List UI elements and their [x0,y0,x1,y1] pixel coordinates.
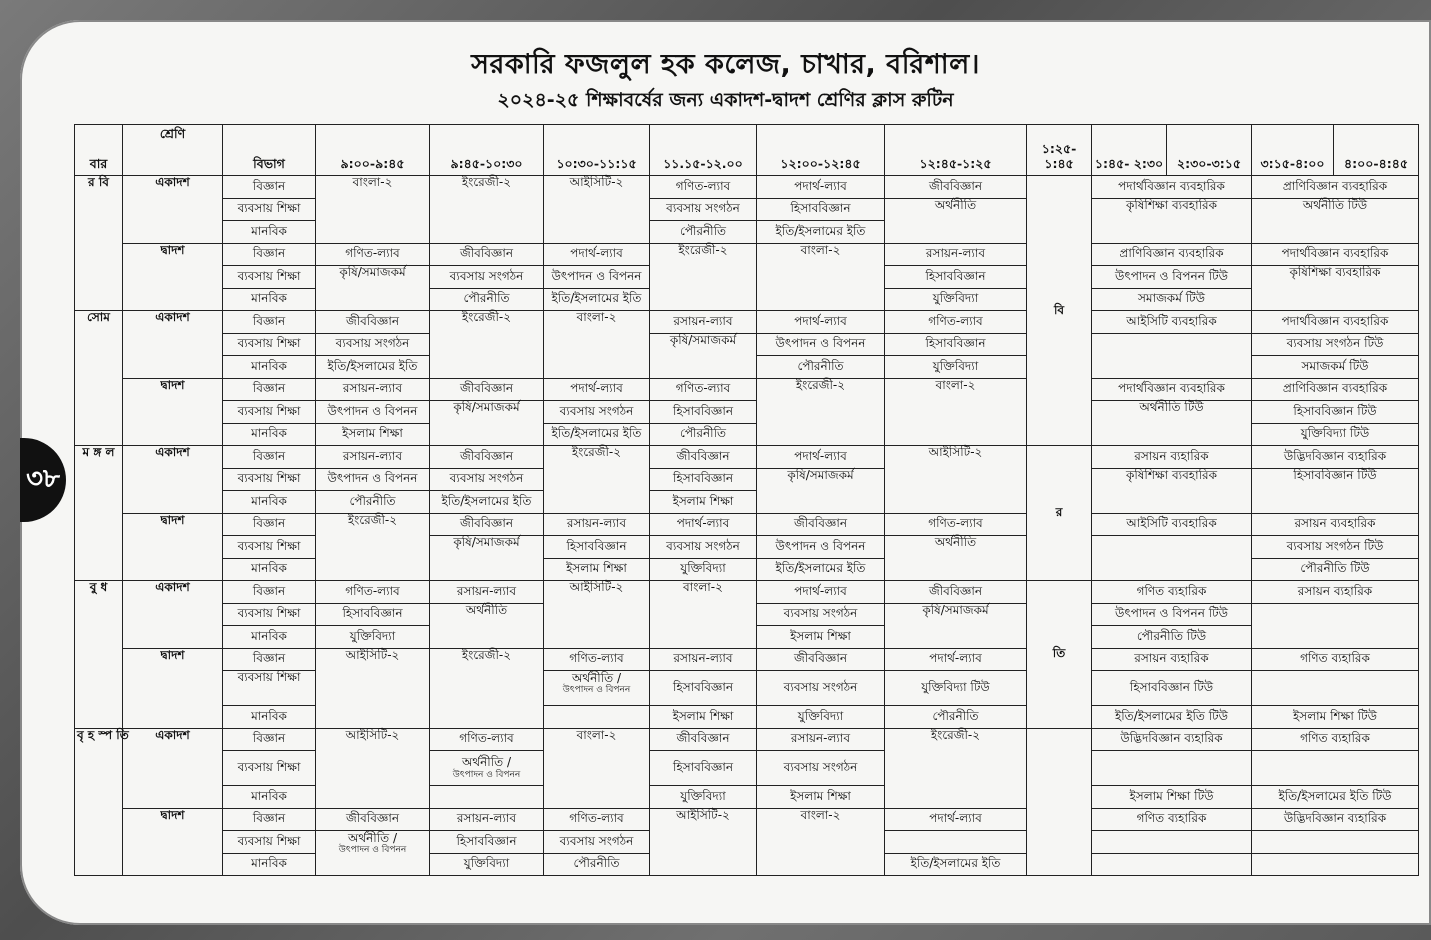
cell: যুক্তিবিদ্যা [316,626,430,649]
cell [1252,603,1419,648]
cell: ব্যবসায় সংগঠন [757,603,885,626]
cell: জীববিজ্ঞান [757,513,885,536]
break-label-1: বি [1027,176,1092,446]
table-row [75,243,1419,266]
cell: প্রাণিবিজ্ঞান ব্যবহারিক [1092,243,1252,266]
col-period-7: ১:৪৫- ২:৩০ [1092,125,1167,176]
cell: জীববিজ্ঞান [885,176,1027,199]
dept-business: ব্যবসায় শিক্ষা [223,266,316,289]
dept-humanities: মানবিক [223,491,316,514]
page-header [20,20,1431,138]
cell: গণিত ব্যহারিক [1092,581,1252,604]
cell: ব্যবসায় সংগঠন [544,401,650,424]
cell: ইতি/ইসলামের ইতি [316,356,430,379]
cell: ইসলাম শিক্ষা টিউ [1252,706,1419,729]
cell: গণিত-ল্যাব [316,243,430,266]
dept-humanities: মানবিক [223,853,316,876]
cell: হিসাববিজ্ঞান [650,671,757,706]
cell: যুক্তিবিদ্যা [885,356,1027,379]
cell: প্রাণিবিজ্ঞান ব্যবহারিক [1252,378,1419,401]
cell: কৃষি/সমাজকর্ম [316,266,430,311]
cell: পৌরনীতি [885,706,1027,729]
cell: উৎপাদন ও বিপনন টিউ [1092,603,1252,626]
cell: ইংরেজী-২ [757,378,885,446]
cell: হিসাববিজ্ঞান [650,751,757,786]
class-routine-table [74,124,1419,876]
cell: ইসলাম শিক্ষা [757,626,885,649]
dept-science: বিজ্ঞান [223,648,316,671]
cell: আইসিটি-২ [316,648,430,728]
day-sunday: র বি [75,176,123,311]
table-row [75,333,1419,356]
cell: হিসাববিজ্ঞান [650,468,757,491]
cell: পৌরনীতি [650,221,757,244]
cell: যুক্তিবিদ্যা [650,558,757,581]
col-break: ১:২৫- ১:৪৫ [1027,125,1092,176]
cell: হিসাববিজ্ঞান [885,266,1027,289]
cell: ব্যবসায় সংগঠন [430,468,544,491]
cell: জীববিজ্ঞান [885,581,1027,604]
table-row [75,468,1419,491]
dept-science: বিজ্ঞান [223,581,316,604]
cell-line: অর্থনীতি / [347,831,398,845]
table-row [75,378,1419,401]
cell: যুক্তিবিদ্যা টিউ [885,671,1027,706]
dept-humanities: মানবিক [223,706,316,729]
cell: গণিত-ল্যাব [544,808,650,831]
class-xii: দ্বাদশ [123,808,223,876]
cell: সমাজকর্ম টিউ [1092,288,1252,311]
cell: বাংলা-২ [316,176,430,244]
dept-humanities: মানবিক [223,626,316,649]
dept-science: বিজ্ঞান [223,808,316,831]
cell: উৎপাদন ও বিপনন [757,333,885,356]
cell: জীববিজ্ঞান [430,513,544,536]
cell: বাংলা-২ [544,728,650,808]
cell: ইসলাম শিক্ষা [650,491,757,514]
cell: পৌরনীতি [316,491,430,514]
cell: গণিত ব্যহারিক [1092,808,1252,831]
cell: ব্যবসায় সংগঠন টিউ [1252,333,1419,356]
table-row [75,706,1419,729]
dept-business: ব্যবসায় শিক্ষা [223,401,316,424]
cell: অর্থনীতি টিউ [1252,198,1419,243]
cell [1092,853,1252,876]
table-row [75,671,1419,706]
cell [1092,333,1252,378]
cell-line: উৎপাদন ও বিপনন [452,769,521,780]
cell: উদ্ভিদবিজ্ঞান ব্যহারিক [1252,808,1419,831]
col-period-4: ১১.১৫-১২.০০ [650,125,757,176]
cell: হিসাববিজ্ঞান [885,333,1027,356]
dept-science: বিজ্ঞান [223,176,316,199]
cell: ব্যবসায় সংগঠন [650,536,757,559]
col-period-6: ১২:৪৫-১:২৫ [885,125,1027,176]
cell: রসায়ন ব্যবহারিক [1252,513,1419,536]
cell: যুক্তিবিদ্যা [885,288,1027,311]
cell: বাংলা-২ [650,581,757,649]
cell: কৃষি/সমাজকর্ম [885,603,1027,648]
cell [430,751,544,786]
col-day: বার [75,125,123,176]
cell: ইংরেজী-২ [316,513,430,581]
cell: উদ্ভিদবিজ্ঞান ব্যহারিক [1092,728,1252,751]
cell: জীববিজ্ঞান [430,378,544,401]
cell: পদার্থ-ল্যাব [757,446,885,469]
cell: যুক্তিবিদ্যা [430,853,544,876]
table-row [75,728,1419,751]
table-row [75,536,1419,559]
cell: রসায়ন-ল্যাব [650,648,757,671]
table-row [75,446,1419,469]
cell: পৌরনীতি [650,423,757,446]
cell [1252,831,1419,854]
cell [544,671,650,706]
cell: ইংরেজী-২ [430,311,544,379]
cell: ইসলাম শিক্ষা [757,786,885,809]
cell: কৃষিশিক্ষা ব্যবহারিক [1252,266,1419,311]
cell: ইংরেজী-২ [430,648,544,728]
cell [1252,751,1419,786]
cell: রসায়ন ব্যহারিক [1092,446,1252,469]
cell: পদার্থ-ল্যাব [757,176,885,199]
routine-subtitle: ২০২৪-২৫ শিক্ষাবর্ষের জন্য একাদশ-দ্বাদশ শ্রেণির ক্লাস রুটিন [497,89,954,111]
cell: আইসিটি-২ [885,446,1027,514]
cell: আইসিটি-২ [544,176,650,244]
class-xii: দ্বাদশ [123,513,223,581]
cell: আইসিটি ব্যবহারিক [1092,311,1252,334]
cell: ইংরেজী-২ [430,176,544,244]
table-row [75,648,1419,671]
col-period-3: ১০:৩০-১১:১৫ [544,125,650,176]
dept-business: ব্যবসায় শিক্ষা [223,603,316,626]
cell: কৃষি/সমাজকর্ম [757,468,885,513]
table-row [75,581,1419,604]
cell: হিসাববিজ্ঞান টিউ [1092,671,1252,706]
cell: পদার্থ-ল্যাব [885,808,1027,831]
cell: পদার্থ-ল্যাব [650,513,757,536]
cell: জীববিজ্ঞান [757,648,885,671]
dept-business: ব্যবসায় শিক্ষা [223,333,316,356]
col-period-2: ৯:৪৫-১০:৩০ [430,125,544,176]
routine-page [20,20,1431,925]
cell: কৃষিশিক্ষা ব্যবহারিক [1092,468,1252,513]
cell: অর্থনীতি [885,536,1027,581]
cell [544,706,650,729]
table-row [75,401,1419,424]
cell: গণিত ব্যহারিক [1252,728,1419,751]
cell: জীববিজ্ঞান [316,808,430,831]
cell: হিসাববিজ্ঞান [650,401,757,424]
dept-business: ব্যবসায় শিক্ষা [223,671,316,706]
col-dept: বিভাগ [223,125,316,176]
cell: উদ্ভিদবিজ্ঞান ব্যহারিক [1252,446,1419,469]
class-xii: দ্বাদশ [123,378,223,446]
table-row [75,513,1419,536]
cell [885,831,1027,854]
cell: যুক্তিবিদ্যা টিউ [1252,423,1419,446]
day-monday: সোম [75,311,123,446]
cell: ইতি/ইসলামের ইতি [430,491,544,514]
cell: পদার্থবিজ্ঞান ব্যবহারিক [1092,378,1252,401]
cell: গণিত-ল্যাব [650,378,757,401]
cell: ইংরেজী-২ [544,446,650,514]
cell: ব্যবসায় সংগঠন [544,831,650,854]
cell: আইসিটি-২ [650,808,757,876]
cell: ব্যবসায় সংগঠন [757,751,885,786]
dept-science: বিজ্ঞান [223,728,316,751]
cell: বাংলা-২ [757,243,885,311]
cell: জীববিজ্ঞান [430,446,544,469]
cell: যুক্তিবিদ্যা [757,706,885,729]
break-spacer [1027,728,1092,876]
class-xi: একাদশ [123,581,223,649]
cell: পদার্থবিজ্ঞান ব্যবহারিক [1252,243,1419,266]
cell: উৎপাদন ও বিপনন [757,536,885,559]
cell-line: অর্থনীতি / [571,671,622,685]
cell: জীববিজ্ঞান [650,446,757,469]
cell: গণিত-ল্যাব [885,513,1027,536]
cell: রসায়ন-ল্যাব [316,446,430,469]
cell: গণিত-ল্যাব [544,648,650,671]
day-thursday: বৃ হ স্প তি [75,728,123,876]
cell: পদার্থ-ল্যাব [757,311,885,334]
cell [316,831,430,876]
cell-line: অর্থনীতি / [461,755,512,770]
table-row [75,751,1419,786]
college-title: সরকারি ফজলুল হক কলেজ, চাখার, বরিশাল। [471,49,980,80]
cell: যুক্তিবিদ্যা [650,786,757,809]
cell: অর্থনীতি টিউ [1092,401,1252,446]
class-xi: একাদশ [123,176,223,244]
cell: ইতি/ইসলামের ইতি [757,221,885,244]
cell [430,786,544,809]
day-tuesday: ম ঙ্গ ল [75,446,123,581]
cell: উৎপাদন ও বিপনন [316,468,430,491]
page-number-badge: ৩৮ [20,438,66,522]
cell: আইসিটি ব্যবহারিক [1092,513,1252,536]
cell: জীববিজ্ঞান [316,311,430,334]
cell: ইসলাম শিক্ষা টিউ [1092,786,1252,809]
cell: ইতি/ইসলামের ইতি টিউ [1252,786,1419,809]
table-row [75,311,1419,334]
cell: রসায়ন-ল্যাব [430,581,544,604]
cell: ব্যবসায় সংগঠন [650,198,757,221]
cell: পদার্থবিজ্ঞান ব্যবহারিক [1092,176,1252,199]
cell: সমাজকর্ম টিউ [1252,356,1419,379]
cell: ইসলাম শিক্ষা [544,558,650,581]
cell [1092,751,1252,786]
cell: ব্যবসায় সংগঠন [430,266,544,289]
cell [1092,831,1252,854]
cell: ইংরেজী-২ [885,728,1027,808]
cell: কৃষি/সমাজকর্ম [650,333,757,378]
cell: আইসিটি-২ [544,581,650,649]
break-label-2: র [1027,446,1092,581]
cell: হিসাববিজ্ঞান টিউ [1252,401,1419,424]
cell: কৃষিশিক্ষা ব্যবহারিক [1092,198,1252,243]
cell: ব্যবসায় সংগঠন টিউ [1252,536,1419,559]
cell: বাংলা-২ [757,808,885,876]
cell: ইংরেজী-২ [650,243,757,311]
dept-science: বিজ্ঞান [223,243,316,266]
class-xi: একাদশ [123,728,223,808]
cell: ইতি/ইসলামের ইতি [544,423,650,446]
cell [1092,536,1252,581]
cell: রসায়ন-ল্যাব [650,311,757,334]
cell: ইতি/ইসলামের ইতি [885,853,1027,876]
cell: পদার্থ-ল্যাব [885,648,1027,671]
cell: পদার্থবিজ্ঞান ব্যবহারিক [1252,311,1419,334]
cell: ইতি/ইসলামের ইতি [544,288,650,311]
cell: পৌরনীতি টিউ [1252,558,1419,581]
cell: গণিত ব্যহারিক [1252,648,1419,671]
cell: ব্যবসায় সংগঠন [316,333,430,356]
col-period-5: ১২:০০-১২:৪৫ [757,125,885,176]
dept-science: বিজ্ঞান [223,446,316,469]
cell: পৌরনীতি টিউ [1092,626,1252,649]
col-period-8: ২:৩০-৩:১৫ [1167,125,1252,176]
dept-science: বিজ্ঞান [223,378,316,401]
table-row [75,198,1419,221]
table-row [75,808,1419,831]
cell: উৎপাদন ও বিপনন [316,401,430,424]
cell: প্রাণিবিজ্ঞান ব্যবহারিক [1252,176,1419,199]
cell: উৎপাদন ও বিপনন টিউ [1092,266,1252,289]
cell: হিসাববিজ্ঞান [316,603,430,626]
col-class: শ্রেণি [123,125,223,176]
cell: কৃষি/সমাজকর্ম [430,536,544,581]
cell: রসায়ন-ল্যাব [544,513,650,536]
dept-business: ব্যবসায় শিক্ষা [223,536,316,559]
dept-humanities: মানবিক [223,356,316,379]
class-xi: একাদশ [123,446,223,514]
cell: আইসিটি-২ [316,728,430,808]
col-period-9: ৩:১৫-৪:০০ [1252,125,1334,176]
cell: পৌরনীতি [757,356,885,379]
cell: রসায়ন-ল্যাব [885,243,1027,266]
cell: অর্থনীতি [885,198,1027,243]
break-label-3: তি [1027,581,1092,729]
dept-humanities: মানবিক [223,288,316,311]
cell: পদার্থ-ল্যাব [544,378,650,401]
cell: বাংলা-২ [885,378,1027,446]
cell: রসায়ন-ল্যাব [316,378,430,401]
cell: পদার্থ-ল্যাব [544,243,650,266]
day-wednesday: বু ধ [75,581,123,729]
cell-line: উৎপাদন ও বিপনন [338,845,407,856]
dept-humanities: মানবিক [223,423,316,446]
cell: গণিত-ল্যাব [650,176,757,199]
dept-science: বিজ্ঞান [223,513,316,536]
cell [1252,671,1419,706]
cell: হিসাববিজ্ঞান [544,536,650,559]
cell: গণিত-ল্যাব [316,581,430,604]
dept-business: ব্যবসায় শিক্ষা [223,198,316,221]
cell: পদার্থ-ল্যাব [757,581,885,604]
class-xi: একাদশ [123,311,223,379]
cell: অর্থনীতি [430,603,544,648]
cell: গণিত-ল্যাব [430,728,544,751]
dept-science: বিজ্ঞান [223,311,316,334]
cell: রসায়ন ব্যহারিক [1252,581,1419,604]
cell: ব্যবসায় সংগঠন [757,671,885,706]
cell: উৎপাদন ও বিপনন [544,266,650,289]
dept-humanities: মানবিক [223,221,316,244]
cell: হিসাববিজ্ঞান [757,198,885,221]
cell: রসায়ন-ল্যাব [430,808,544,831]
cell: রসায়ন-ল্যাব [757,728,885,751]
cell: জীববিজ্ঞান [650,728,757,751]
cell: ইতি/ইসলামের ইতি টিউ [1092,706,1252,729]
cell: ইতি/ইসলামের ইতি [757,558,885,581]
header-row [75,125,1419,176]
class-xii: দ্বাদশ [123,648,223,728]
cell: পৌরনীতি [544,853,650,876]
cell: ইসলাম শিক্ষা [316,423,430,446]
cell [1252,853,1419,876]
table-row [75,786,1419,809]
dept-humanities: মানবিক [223,786,316,809]
cell: ইসলাম শিক্ষা [650,706,757,729]
table-row [75,176,1419,199]
col-period-1: ৯:০০-৯:৪৫ [316,125,430,176]
dept-humanities: মানবিক [223,558,316,581]
cell: জীববিজ্ঞান [430,243,544,266]
cell-line: উৎপাদন ও বিপনন [562,685,631,696]
dept-business: ব্যবসায় শিক্ষা [223,751,316,786]
dept-business: ব্যবসায় শিক্ষা [223,468,316,491]
cell: গণিত-ল্যাব [885,311,1027,334]
class-xii: দ্বাদশ [123,243,223,311]
dept-business: ব্যবসায় শিক্ষা [223,831,316,854]
cell: হিসাববিজ্ঞান [430,831,544,854]
col-period-10: ৪:০০-৪:৪৫ [1334,125,1419,176]
cell: বাংলা-২ [544,311,650,379]
cell: রসায়ন ব্যহারিক [1092,648,1252,671]
cell: কৃষি/সমাজকর্ম [430,401,544,446]
cell: পৌরনীতি [430,288,544,311]
cell: হিসাববিজ্ঞান টিউ [1252,468,1419,513]
